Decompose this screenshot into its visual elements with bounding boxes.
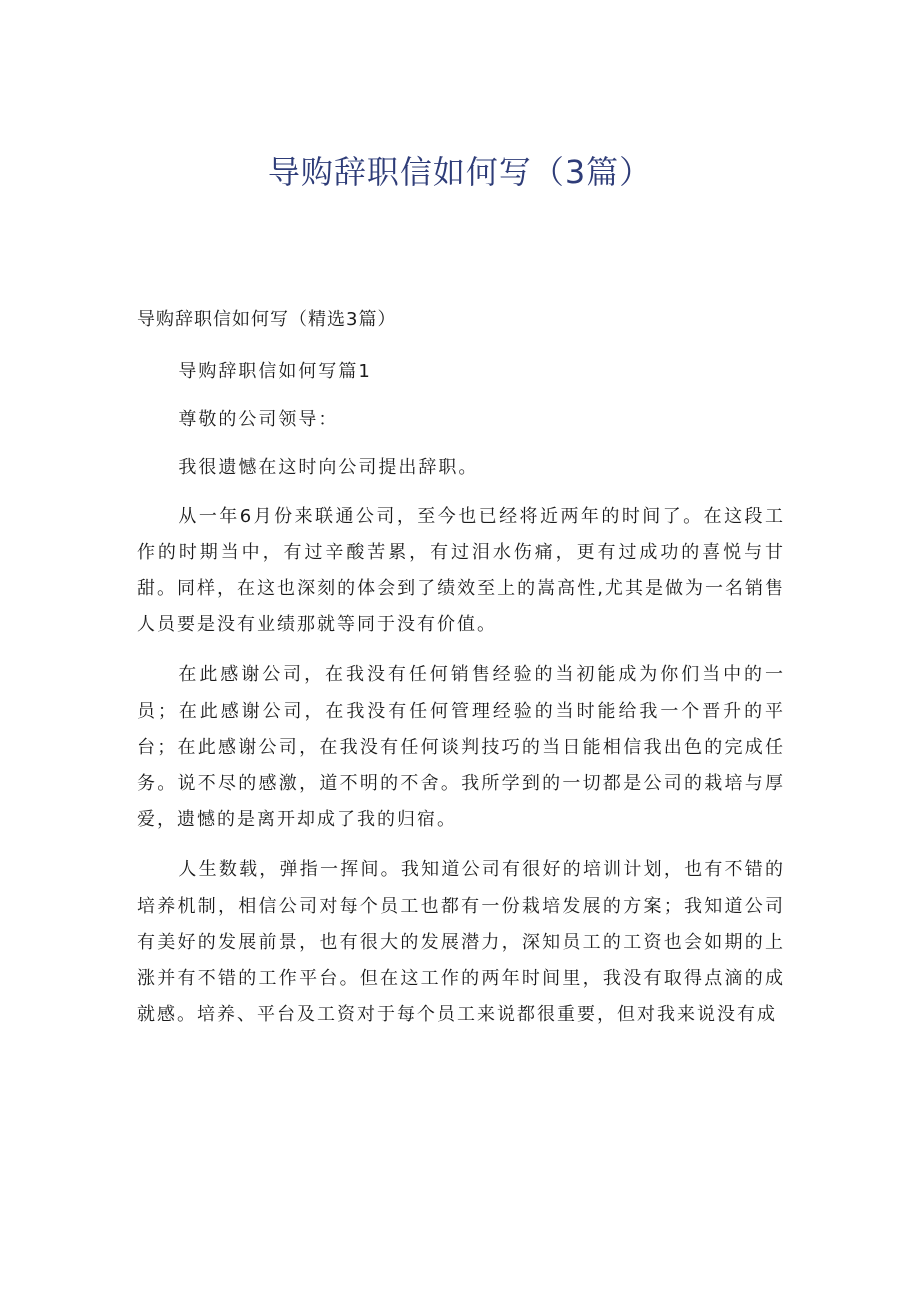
paragraph: 我很遗憾在这时向公司提出辞职。 xyxy=(178,457,479,479)
document-title: 导购辞职信如何写（3篇） xyxy=(267,153,653,191)
section-heading: 导购辞职信如何写篇1 xyxy=(178,361,372,382)
paragraph: 人生数载，弹指一挥间。我知道公司有很好的培训计划，也有不错的培养机制，相信公司对每个员工也都有一份栽培发展的方案；我知道公司有美好的发展前景，也有很大的发展潜力，深知员工的工资也会如期的上涨并有不错的工作平台。但在这工作的两年时间里，我没有取得点滴的成就感。培养、平台及工资对于每个员工来说都很重要，但对我来说没有成 xyxy=(137,859,785,1026)
salutation: 尊敬的公司领导： xyxy=(178,409,339,431)
paragraph: 在此感谢公司，在我没有任何销售经验的当初能成为你们当中的一员；在此感谢公司，在我没有任何管理经验的当时能给我一个晋升的平台；在此感谢公司，在我没有任何谈判技巧的当日能相信我出色的完成任务。说不尽的感激，道不明的不舍。我所学到的一切都是公司的栽培与厚爱，遗憾的是离开却成了我的归宿。 xyxy=(137,664,785,831)
paragraph: 从一年6月份来联通公司，至今也已经将近两年的时间了。在这段工作的时期当中，有过辛酸苦累，有过泪水伤痛，更有过成功的喜悦与甘甜。同样，在这也深刻的体会到了绩效至上的嵩高性,尤其是做为一名销售人员要是没有业绩那就等同于没有价值。 xyxy=(137,505,785,636)
document-body xyxy=(137,354,785,1047)
document-subtitle: 导购辞职信如何写（精选3篇） xyxy=(137,309,397,330)
